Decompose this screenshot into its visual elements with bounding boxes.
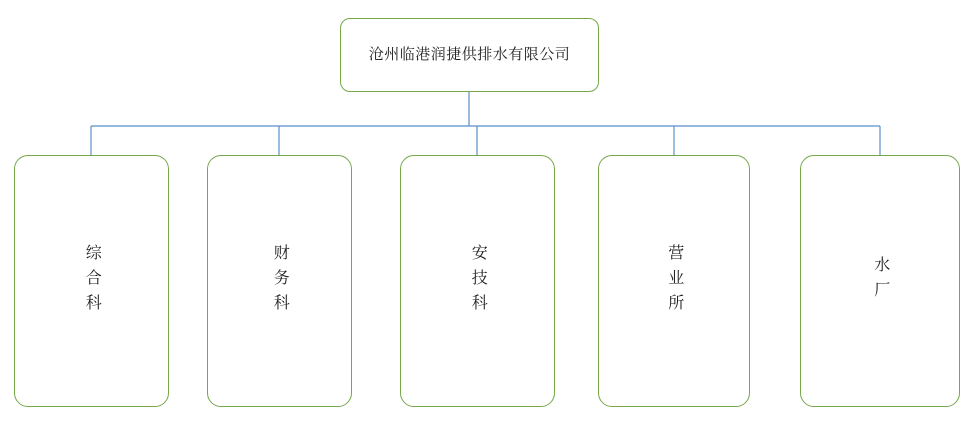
org-node-root[interactable] <box>340 18 599 92</box>
org-node-water-plant-label: 水厂 <box>871 256 889 306</box>
org-node-water-plant[interactable] <box>800 155 960 407</box>
org-node-business-office-label: 营业所 <box>665 243 683 319</box>
org-node-root-label: 沧州临港润捷供排水有限公司 <box>368 45 571 63</box>
org-node-safety-tech-dept-label: 安技科 <box>469 243 487 319</box>
org-node-comprehensive-dept-label: 综合科 <box>83 243 101 319</box>
org-node-safety-tech-dept[interactable] <box>400 155 555 407</box>
org-node-finance-dept-label: 财务科 <box>271 243 289 319</box>
org-node-finance-dept[interactable] <box>207 155 352 407</box>
org-node-business-office[interactable] <box>598 155 750 407</box>
org-node-comprehensive-dept[interactable] <box>14 155 169 407</box>
